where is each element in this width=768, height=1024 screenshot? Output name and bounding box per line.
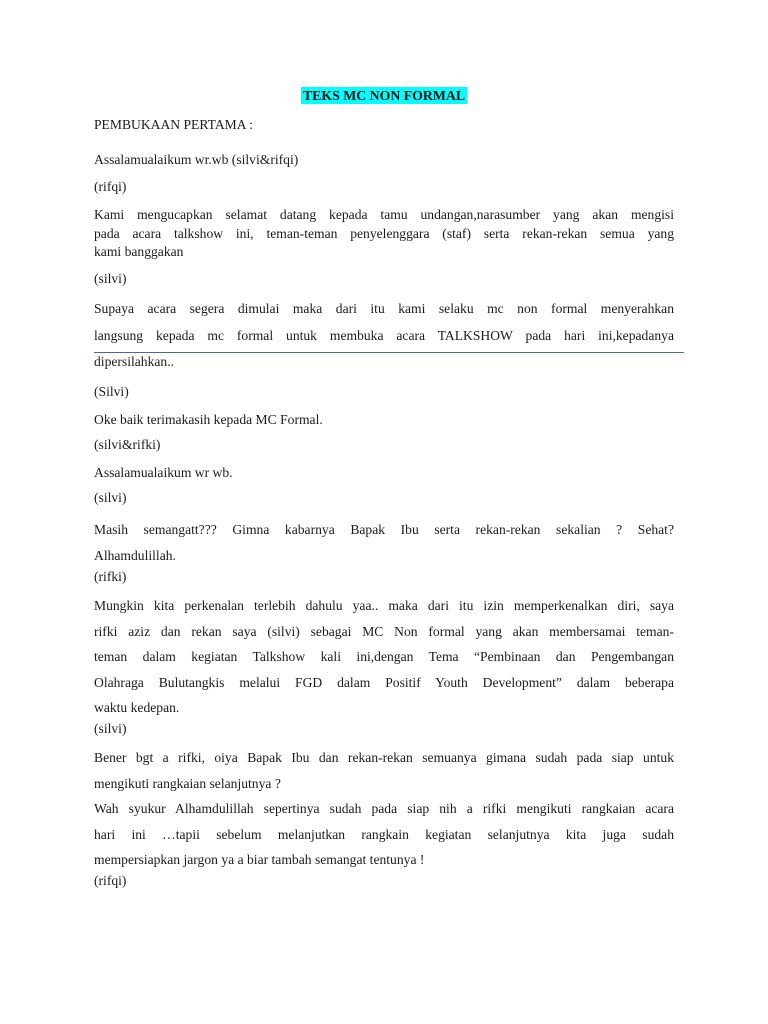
paragraph-handover [94, 296, 674, 376]
speaker-label [94, 178, 674, 195]
paragraph-line: Supaya acara segera dimulai maka dari itu kami selaku mc non formal menyerahkan [94, 301, 674, 316]
speaker-label [94, 270, 674, 287]
paragraph-line: pada acara talkshow ini, teman-teman penyelenggara (staf) serta rekan-rekan semua yang [94, 225, 674, 241]
greeting-text: Assalamualaikum wr wb. [94, 465, 233, 480]
greeting-line [94, 151, 674, 168]
document-title: TEKS MC NON FORMAL [302, 88, 466, 103]
speaker-label-text: (silvi) [94, 721, 127, 736]
greeting-text: Assalamualaikum wr.wb (silvi&rifqi) [94, 152, 299, 167]
title-container [0, 87, 768, 104]
speaker-label-text: (rifqi) [94, 179, 127, 194]
paragraph-line: Masih semangatt??? Gimna kabarnya Bapak Ibu serta rekan-rekan sekalian ? Sehat? [94, 522, 674, 537]
greeting-line [94, 464, 674, 481]
paragraph-spirit [94, 517, 674, 568]
paragraph-line: Olahraga Bulutangkis melalui FGD dalam Positif Youth Development” dalam beberapa [94, 674, 674, 690]
section-heading [94, 116, 674, 133]
paragraph-introduction [94, 593, 674, 721]
paragraph-line: langsung kepada mc formal untuk membuka acara TALKSHOW pada hari ini,kepadanya [94, 327, 674, 343]
paragraph-readiness [94, 745, 674, 796]
paragraph-line: Wah syukur Alhamdulillah sepertinya sudah pada siap nih a rifki mengikuti rangkaian acara [94, 801, 674, 816]
paragraph-line: Kami mengucapkan selamat datang kepada tamu undangan,narasumber yang akan mengisi [94, 207, 674, 222]
paragraph-line: mengikuti rangkaian selanjutnya ? [94, 775, 281, 791]
paragraph-line: teman dalam kegiatan Talkshow kali ini,dengan Tema “Pembinaan dan Pengembangan [94, 649, 674, 664]
speaker-label [94, 436, 674, 453]
speaker-label [94, 872, 674, 889]
paragraph-line: Alhamdulillah. [94, 547, 176, 563]
speaker-label [94, 720, 674, 737]
speaker-label-text: (Silvi) [94, 384, 129, 399]
paragraph-line: Bener bgt a rifki, oiya Bapak Ibu dan rekan-rekan semuanya gimana sudah pada siap untuk [94, 750, 674, 765]
speaker-label [94, 568, 674, 585]
section-heading-text: PEMBUKAAN PERTAMA : [94, 117, 253, 132]
speaker-label [94, 489, 674, 506]
paragraph-jargon [94, 796, 674, 873]
speaker-label-text: (silvi) [94, 271, 127, 286]
paragraph-line: waktu kedepan. [94, 700, 180, 715]
paragraph-line: Mungkin kita perkenalan terlebih dahulu yaa.. maka dari itu izin memperkenalkan diri, saya [94, 598, 674, 613]
paragraph-line: rifki aziz dan rekan saya (silvi) sebagai MC Non formal yang akan membersamai teman- [94, 623, 674, 639]
paragraph-line: dipersilahkan.. [94, 354, 175, 369]
speaker-label-text: (silvi) [94, 490, 127, 505]
speaker-label-text: (rifqi) [94, 873, 127, 888]
paragraph-thanks [94, 411, 674, 428]
horizontal-divider [94, 352, 684, 353]
paragraph-line: mempersiapkan jargon ya a biar tambah semangat tentunya ! [94, 852, 425, 867]
paragraph-line: hari ini …tapii sebelum melanjutkan rangkain kegiatan selanjutnya kita juga sudah [94, 826, 674, 842]
speaker-label-text: (rifki) [94, 569, 127, 584]
speaker-label-text: (silvi&rifki) [94, 437, 161, 452]
paragraph-line: kami banggakan [94, 244, 184, 259]
paragraph-welcome [94, 206, 674, 262]
speaker-label [94, 383, 674, 400]
paragraph-line: Oke baik terimakasih kepada MC Formal. [94, 412, 323, 427]
